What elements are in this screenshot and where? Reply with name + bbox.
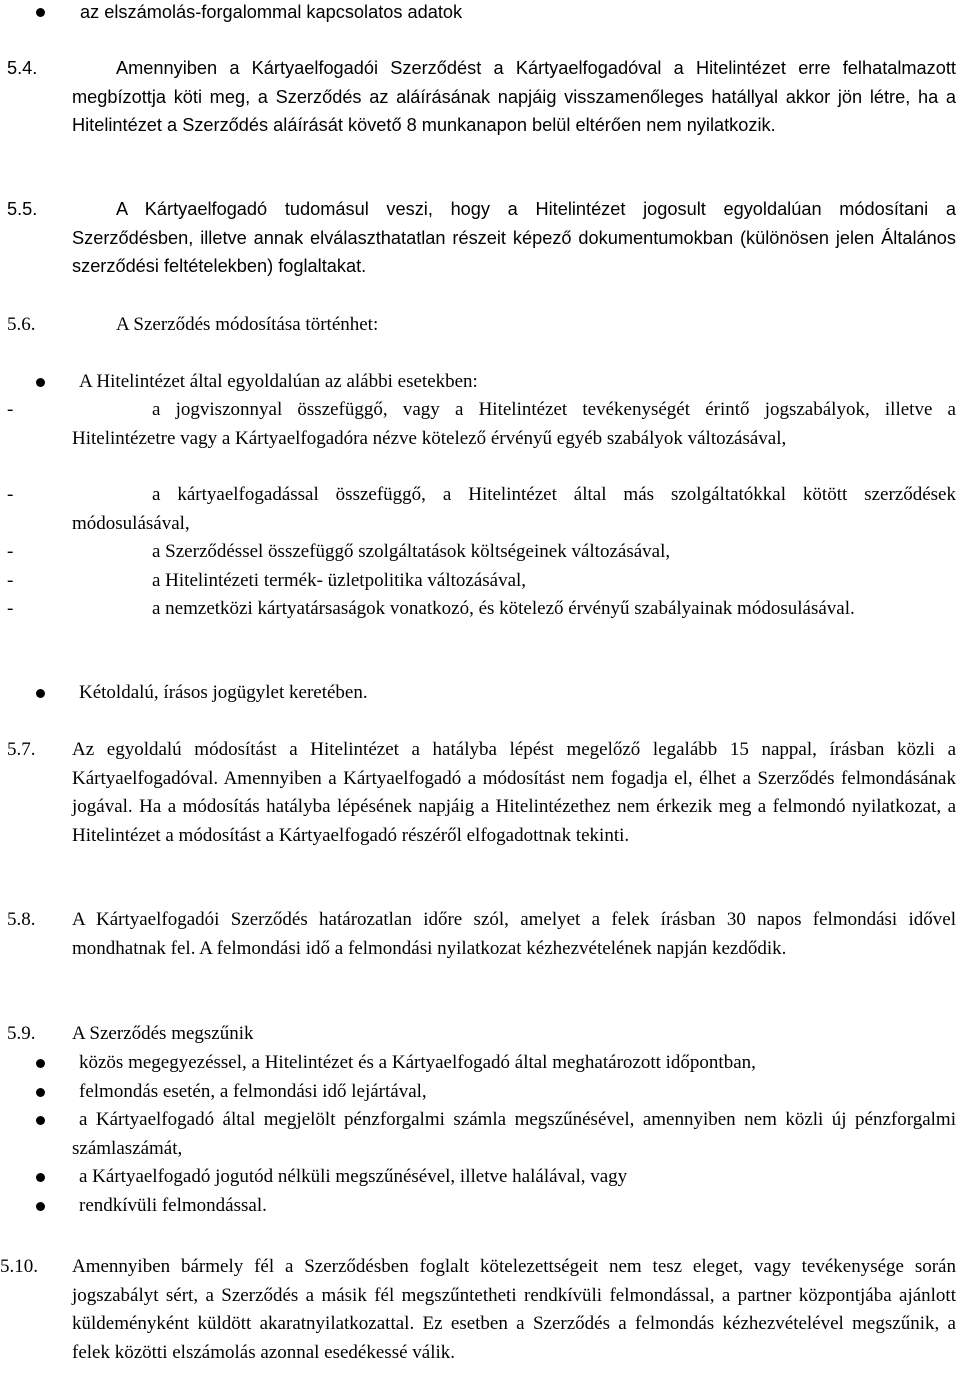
bullet-icon: [36, 1088, 45, 1097]
dash-item: [0, 481, 960, 538]
section-text: Amennyiben bármely fél a Szerződésben foglalt kötelezettségeit nem tesz eleget, vagy tevékenysége során jogszabályt sért, a Szerződés a másik fél megszűntetheti rendkívüli felmondással, a partner központjába ajánlott küldeményként küldött akaratnyilatkozattal. Ez esetben a Szerződés a felmondás kézhezvételével megszűnik, a felek közötti elszámolás azonnal esedékessé válik.: [72, 1256, 956, 1363]
section-5-7: [0, 736, 960, 850]
list-item: [0, 1049, 960, 1078]
dash-item: [0, 595, 960, 652]
section-number: 5.4.: [7, 58, 38, 78]
termination-list: [0, 1049, 960, 1220]
dash-list: [0, 396, 960, 652]
bullet-icon: [36, 689, 45, 698]
bullet-icon: [36, 8, 45, 17]
bullet-text: A Hitelintézet által egyoldalúan az alábbi esetekben:: [79, 371, 478, 392]
list-item-text: a Kártyaelfogadó jogutód nélküli megszűnésével, illetve halálával, vagy: [79, 1166, 628, 1187]
section-number: 5.9.: [7, 1023, 36, 1044]
list-item: [0, 1163, 960, 1192]
section-number: 5.6.: [7, 314, 36, 335]
section-text: A Kártyaelfogadói Szerződés határozatlan időre szól, amelyet a felek írásban 30 napos felmondási idővel mondhatnak fel. A felmondási idő a felmondási nyilatkozat kézhezvételének napján kezdődik.: [72, 909, 956, 959]
section-5-4: [0, 54, 960, 140]
dash-item: [0, 396, 960, 481]
section-text: A Kártyaelfogadó tudomásul veszi, hogy a Hitelintézet jogosult egyoldalúan módosítani a Szerződésben, illetve annak elválaszthatatlan részeit képező dokumentumokban (különösen jelen Általános szerződési feltételekben) foglaltakat.: [72, 199, 956, 276]
section-number: 5.5.: [7, 199, 38, 219]
bullet-text: Kétoldalú, írásos jogügylet keretében.: [79, 682, 368, 703]
dash-item-text: a jogviszonnyal összefüggő, vagy a Hitelintézet tevékenységét érintő jogszabályok, illetve a Hitelintézetre vagy a Kártyaelfogadóra nézve kötelező érvényű egyéb szabályok változásával,: [72, 399, 956, 449]
dash-item-text: a kártyaelfogadással összefüggő, a Hitelintézet által más szolgáltatókkal kötött szerződések módosulásával,: [72, 484, 956, 534]
dash-item: [0, 567, 960, 596]
bullet-icon: [36, 1116, 45, 1125]
list-item-text: közös megegyezéssel, a Hitelintézet és a Kártyaelfogadó által meghatározott időpontban,: [79, 1052, 756, 1073]
dash-marker: -: [7, 569, 14, 591]
section-5-8: [0, 906, 960, 963]
dash-item: [0, 538, 960, 567]
dash-item-text: a Hitelintézeti termék- üzletpolitika változásával,: [152, 569, 527, 591]
section-5-5: [0, 195, 960, 281]
dash-marker: -: [7, 484, 14, 505]
section-text: Az egyoldalú módosítást a Hitelintézet a hatályba lépést megelőző legalább 15 nappal, írásban közli a Kártyaelfogadóval. Amennyiben a Kártyaelfogadó a módosítást nem fogadja el, élhet a Szerződés felmondásának jogával. Ha a módosítás hatályba lépésének napjáig a Hitelintézethez nem érkezik meg a felmondó nyilatkozat, a Hitelintézet a módosítást a Kártyaelfogadó részéről elfogadottnak tekinti.: [72, 739, 956, 846]
bullet-icon: [36, 1059, 45, 1068]
list-item: [0, 1106, 960, 1163]
section-5-6: [0, 311, 960, 340]
list-item-text: a Kártyaelfogadó által megjelölt pénzforgalmi számla megszűnésével, amennyiben nem közli új pénzforgalmi számlaszámát,: [72, 1109, 956, 1159]
top-bullet-text: az elszámolás-forgalommal kapcsolatos adatok: [80, 2, 463, 22]
section-text: Amennyiben a Kártyaelfogadói Szerződést a Kártyaelfogadóval a Hitelintézet erre felhatalmazott megbízottja köti meg, a Szerződés az aláírásának napjáig visszamenőleges hatállyal akkor jön létre, ha a Hitelintézet a Szerződés aláírását követő 8 munkanapon belül eltérően nem nyilatkozik.: [72, 58, 956, 135]
list-item: [0, 1078, 960, 1107]
list-item-text: rendkívüli felmondással.: [79, 1194, 267, 1216]
bullet-icon: [36, 1173, 45, 1182]
bullet-icon: [36, 378, 45, 387]
dash-marker: -: [7, 541, 14, 562]
section-number: 5.7.: [7, 739, 36, 760]
dash-marker: -: [7, 399, 14, 420]
bullet-icon: [36, 1202, 45, 1211]
dash-marker: -: [7, 598, 14, 619]
list-item-text: felmondás esetén, a felmondási idő lejártával,: [79, 1080, 427, 1102]
section-5-10: [0, 1253, 960, 1367]
section-5-9: [0, 1020, 960, 1049]
section-text: A Szerződés módosítása történhet:: [116, 314, 379, 335]
dash-item-text: a nemzetközi kártyatársaságok vonatkozó, és kötelező érvényű szabályainak módosulásával.: [152, 598, 855, 619]
section-text: A Szerződés megszűnik: [72, 1023, 254, 1044]
section-number: 5.8.: [7, 909, 36, 930]
dash-item-text: a Szerződéssel összefüggő szolgáltatások költségeinek változásával,: [152, 541, 671, 562]
list-item: [0, 1192, 960, 1221]
section-number: 5.10.: [0, 1256, 38, 1277]
